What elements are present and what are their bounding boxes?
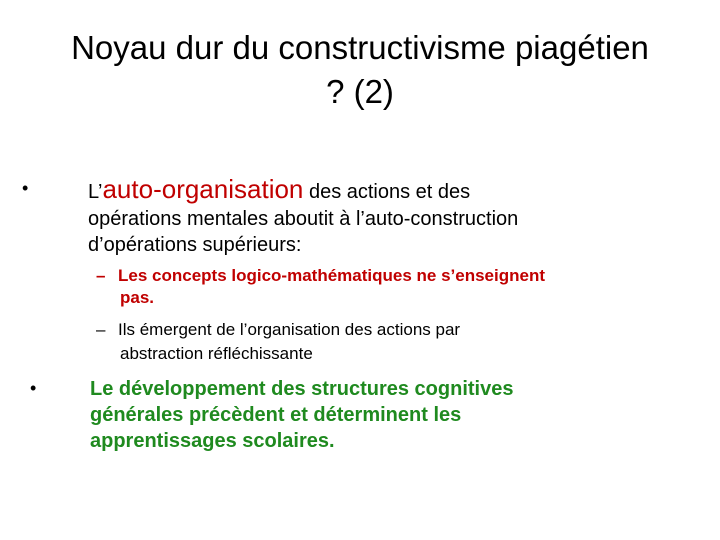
bullet2-line-3: apprentissages scolaires. [90, 430, 335, 452]
bullet1-rest: des actions et des [303, 181, 471, 203]
title-line-2: ? (2) [326, 73, 394, 110]
sub1-line-1: Les concepts logico-mathématiques ne s’enseignent [118, 266, 545, 285]
bullet1-line-2: opérations mentales aboutit à l’auto-construction [88, 208, 519, 230]
bullet1-line-1 [88, 172, 470, 209]
slide-title [30, 26, 690, 114]
sub-bullet-marker: – [96, 266, 106, 285]
sub1-line-2: pas. [120, 288, 155, 307]
bullet1-prefix: L’ [88, 181, 103, 203]
bullet-marker: • [30, 378, 37, 398]
sub-bullet-marker: – [96, 320, 106, 339]
bullet1-line-3: d’opérations supérieurs: [88, 234, 302, 256]
bullet1-highlight: auto-organisation [102, 174, 304, 204]
sub2-line-1: Ils émergent de l’organisation des actions par [118, 320, 461, 339]
bullet-marker: • [22, 178, 29, 198]
sub2-line-2: abstraction réfléchissante [120, 344, 313, 363]
bullet2-line-2: générales précèdent et déterminent les [90, 404, 462, 426]
title-line-1: Noyau dur du constructivisme piagétien [71, 29, 649, 66]
bullet2-line-1: Le développement des structures cognitives [90, 378, 514, 400]
